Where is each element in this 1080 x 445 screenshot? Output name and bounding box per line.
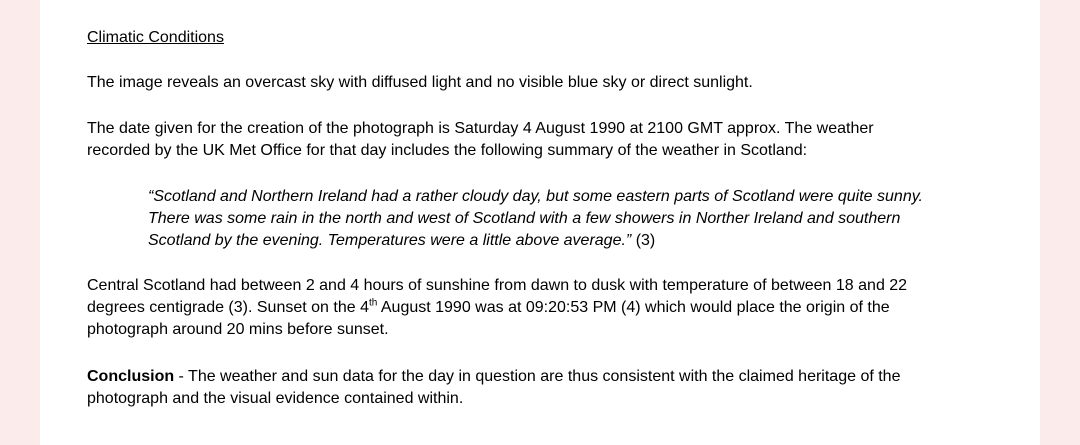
quote-line: Scotland by the evening. Temperatures were a little above average.” (148, 232, 632, 249)
quote-line: “Scotland and Northern Ireland had a rather cloudy day, but some eastern parts of Scotland were quite sunny. (148, 188, 923, 205)
paragraph-date-weather (87, 118, 987, 162)
paragraph-line: degrees centigrade (3). Sunset on the 4 (87, 299, 369, 316)
paragraph-overcast-sky (87, 72, 987, 94)
quote-line: There was some rain in the north and west of Scotland with a few showers in Norther Ireland and southern (148, 210, 901, 227)
paragraph-line: Central Scotland had between 2 and 4 hours of sunshine from dawn to dusk with temperature of between 18 and 22 (87, 277, 908, 294)
paragraph-sunshine-sunset (87, 275, 987, 341)
section-heading: Climatic Conditions (87, 29, 224, 46)
paragraph-line: photograph and the visual evidence contained within. (87, 390, 464, 407)
paragraph-text: The image reveals an overcast sky with diffused light and no visible blue sky or direct sunlight. (87, 74, 753, 91)
paragraph-line: recorded by the UK Met Office for that day includes the following summary of the weather in Scotland: (87, 142, 808, 159)
document-page (40, 0, 1040, 445)
paragraph-line: The date given for the creation of the photograph is Saturday 4 August 1990 at 2100 GMT approx. The weather (87, 120, 874, 137)
paragraph-line: - The weather and sun data for the day in question are thus consistent with the claimed heritage of the (174, 368, 901, 385)
paragraph-line: photograph around 20 mins before sunset. (87, 321, 389, 338)
ordinal-suffix: th (368, 297, 378, 309)
quote-reference: (3) (631, 232, 656, 249)
met-office-quote (148, 186, 988, 252)
paragraph-conclusion (87, 366, 987, 410)
conclusion-label: Conclusion (87, 368, 175, 385)
paragraph-line: August 1990 was at 09:20:53 PM (4) which would place the origin of the (377, 299, 890, 316)
